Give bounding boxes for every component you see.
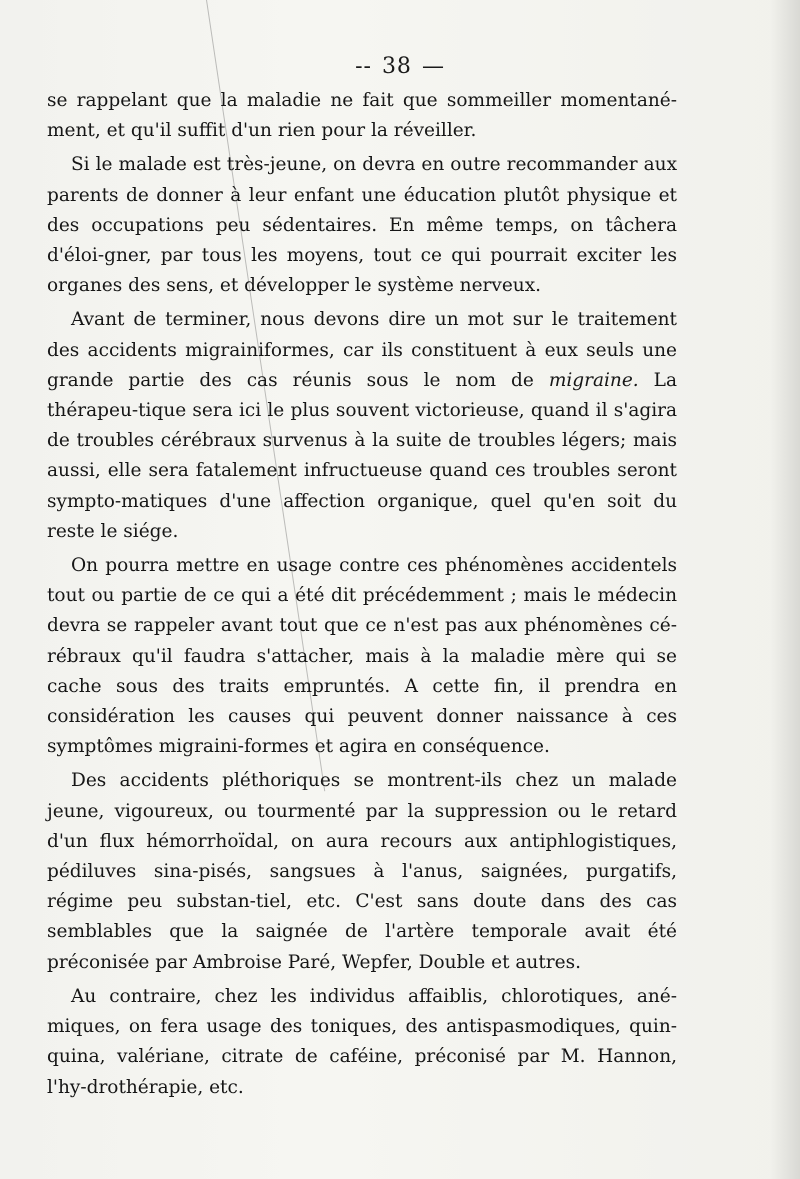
paragraph-plethoric-accidents: Des accidents pléthoriques se montrent-ils chez un malade jeune, vigoureux, ou tourmenté par la suppression ou le retard d'un flux hémorrhoïdal, on aura recours aux antiphlogistiques, pédiluves sina-pisés, sangsues à l'anus, saignées, purgatifs, régime peu substan-tiel, etc. C'est sans doute dans des cas semblables que la saignée de l'artère temporale avait été préconisée par Ambroise Paré, Wepfer, Double et autres. [47, 770, 677, 973]
paragraph-migrainiform-treatment [47, 305, 677, 547]
page-edge-shadow [770, 0, 800, 1179]
paragraph-migrainiform-emphasis: migraine. [548, 369, 639, 391]
page-number-header [0, 54, 800, 79]
paragraph-continuation: se rappelant que la maladie ne fait que sommeiller momentané-ment, et qu'il suffit d'un rien pour la réveiller. [47, 90, 677, 142]
page-number-dash-right: — [421, 54, 445, 79]
body-text [47, 86, 677, 1107]
paragraph-young-patient: Si le malade est très-jeune, on devra en outre recommander aux parents de donner à leur enfant une éducation plutôt physique et des occupations peu sédentaires. En même temps, on tâchera d'éloi-gner, par tous les moyens, tout ce qui pourrait exciter les organes des sens, et développer le système nerveux. [47, 154, 677, 297]
paragraph-migrainiform-text-after: La thérapeu-tique sera ici le plus souvent victorieuse, quand il s'agira de troubles cérébraux survenus à la suite de troubles légers; mais aussi, elle sera fatalement infructueuse quand ces troubles seront sympto-matiques d'une affection organique, quel qu'en soit du reste le siége. [47, 369, 677, 542]
page-number-dash-left: -- [355, 54, 372, 79]
paragraph-accidental-phenomena: On pourra mettre en usage contre ces phénomènes accidentels tout ou partie de ce qui a été dit précédemment ; mais le médecin devra se rappeler avant tout que ce n'est pas aux phénomènes cé-rébraux qu'il faudra s'attacher, mais à la maladie mère qui se cache sous des traits empruntés. A cette fin, il prendra en considération les causes qui peuvent donner naissance à ces symptômes migraini-formes et agira en conséquence. [47, 555, 677, 758]
page-number: 38 [381, 54, 412, 79]
paragraph-weakened-individuals: Au contraire, chez les individus affaiblis, chlorotiques, ané-miques, on fera usage des toniques, des antispasmodiques, quin-quina, valériane, citrate de caféine, préconisé par M. Hannon, l'hy-drothérapie, etc. [47, 985, 677, 1098]
paragraph-migrainiform-text-before: Avant de terminer, nous devons dire un mot sur le traitement des accidents migrainiformes, car ils constituent à eux seuls une grande partie des cas réunis sous le nom de [47, 309, 677, 391]
